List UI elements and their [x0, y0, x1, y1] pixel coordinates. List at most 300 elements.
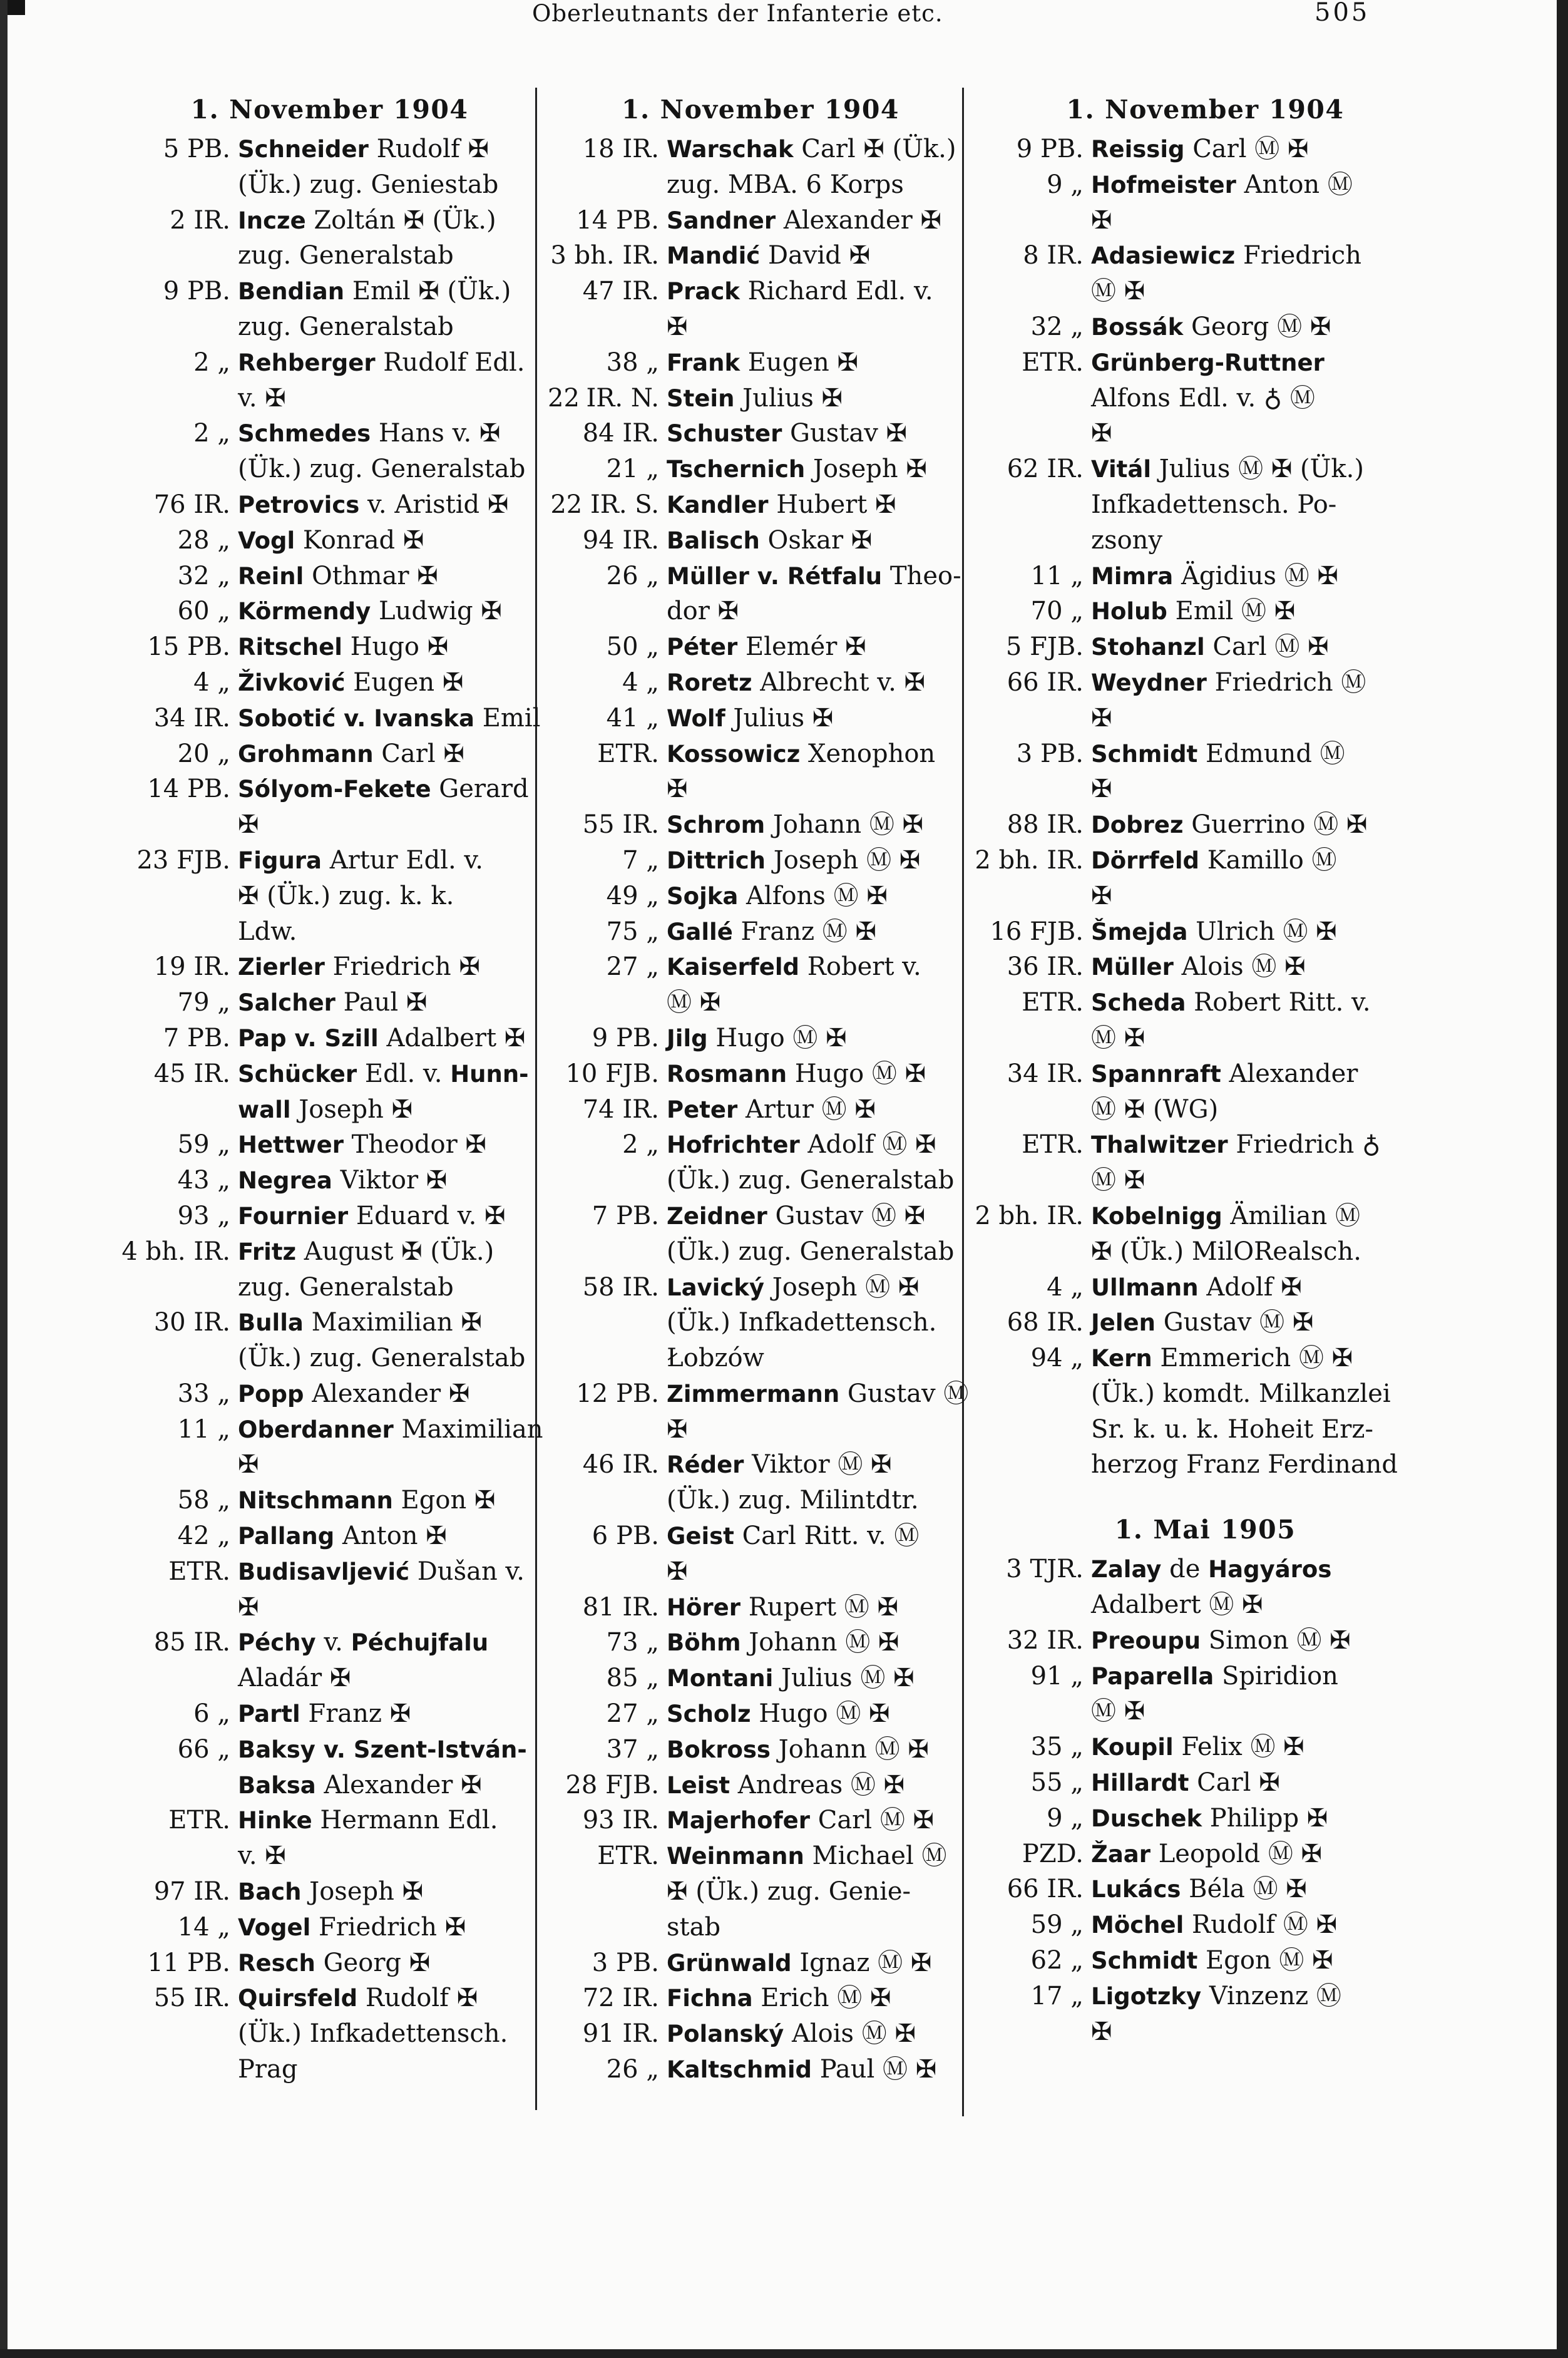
officer-text: Figura Artur Edl. v.	[238, 845, 483, 875]
roster-entry	[972, 1305, 1423, 1341]
unit-label: 22 IR. S.	[550, 490, 659, 519]
unit-label: 32 „	[1030, 312, 1084, 341]
officer-text: Kaltschmid Paul Ⓜ ✠	[667, 2055, 937, 2084]
officer-text: ✠	[667, 1557, 688, 1586]
unit-label: ETR.	[160, 1806, 230, 1835]
officer-text: Ligotzky Vinzenz Ⓜ	[1091, 1981, 1341, 2010]
officer-text: ✠	[1091, 205, 1112, 235]
unit-label	[972, 1234, 1091, 1270]
roster-entry	[972, 1341, 1423, 1376]
officer-text: Vogel Friedrich ✠	[238, 1912, 466, 1942]
roster-entry	[548, 1768, 958, 1803]
officer-text: Weinmann Michael Ⓜ	[667, 1841, 947, 1871]
roster-entry	[972, 914, 1423, 950]
officer-text: Lavický Joseph Ⓜ ✠	[667, 1272, 920, 1302]
unit-label: 59 „	[1030, 1910, 1084, 1940]
unit-label: 84 IR.	[582, 419, 659, 448]
unit-label	[119, 807, 238, 843]
officer-text: Prag	[238, 2055, 298, 2084]
officer-text: Łobzów	[667, 1344, 764, 1373]
officer-text: zug. Generalstab	[238, 241, 454, 270]
officer-text: Hofmeister Anton Ⓜ	[1091, 170, 1353, 199]
officer-text: (Ük.) zug. Generalstab	[238, 1344, 526, 1373]
unit-label: 35 „	[1030, 1732, 1084, 1762]
unit-label: 32 „	[177, 561, 230, 590]
unit-label	[972, 1447, 1091, 1483]
roster-entry	[548, 1198, 958, 1234]
officer-text: Hörer Rupert Ⓜ ✠	[667, 1592, 898, 1622]
officer-text: Hofrichter Adolf Ⓜ ✠	[667, 1130, 936, 1160]
unit-label	[119, 309, 238, 345]
roster-entry-continuation	[548, 167, 958, 203]
unit-label: 11 „	[177, 1414, 230, 1444]
roster-entry	[548, 1021, 958, 1056]
roster-entry	[119, 1376, 525, 1412]
officer-text: Zimmermann Gustav Ⓜ	[667, 1379, 969, 1408]
unit-label	[119, 2016, 238, 2052]
unit-label	[972, 1587, 1091, 1623]
unit-label: 55 IR.	[582, 810, 659, 840]
officer-text: Fournier Eduard v. ✠	[238, 1201, 506, 1230]
roster-entry-continuation	[548, 1163, 958, 1198]
roster-entry	[119, 1732, 525, 1768]
roster-entry	[972, 451, 1423, 487]
unit-label: ETR.	[589, 739, 659, 768]
roster-entry	[548, 949, 958, 985]
officer-text: Frank Eugen ✠	[667, 348, 859, 377]
roster-entry-continuation	[972, 1163, 1423, 1198]
officer-text: Ritschel Hugo ✠	[238, 632, 449, 662]
unit-label	[972, 701, 1091, 736]
officer-text: Spannraft Alexander	[1091, 1059, 1358, 1088]
roster-entry	[548, 807, 958, 843]
officer-text: Ⓜ ✠	[667, 988, 721, 1017]
roster-entry-continuation	[972, 416, 1423, 451]
roster-entry	[548, 131, 958, 167]
roster-entry-continuation	[119, 309, 525, 345]
roster-entry	[548, 1660, 958, 1696]
scan-edge-left	[0, 0, 8, 2358]
unit-label: 21 „	[606, 455, 659, 484]
unit-label: 5 PB.	[163, 135, 230, 163]
officer-text: ✠ (Ük.) MilORealsch.	[1091, 1237, 1361, 1266]
unit-label: 27 „	[606, 1699, 659, 1729]
officer-text: Reinl Othmar ✠	[238, 561, 438, 590]
officer-text: zug. Generalstab	[238, 312, 454, 341]
officer-text: Sobotić v. Ivanska Emil	[238, 703, 541, 733]
roster-entry	[119, 629, 525, 665]
roster-entry-continuation	[972, 1447, 1423, 1483]
unit-label	[119, 1447, 238, 1483]
unit-label: 14 PB.	[147, 775, 230, 804]
roster-entry	[972, 167, 1423, 203]
roster-entry	[548, 203, 958, 239]
officer-text: Prack Richard Edl. v.	[667, 277, 933, 306]
unit-label: 3 PB.	[1016, 739, 1084, 768]
roster-entry-continuation	[972, 1412, 1423, 1448]
roster-entry	[972, 1056, 1423, 1092]
officer-text: Salcher Paul ✠	[238, 988, 428, 1017]
unit-label	[972, 1021, 1091, 1056]
roster-entry	[548, 381, 958, 416]
unit-label: 37 „	[606, 1734, 659, 1764]
roster-entry	[119, 345, 525, 381]
roster-entry-continuation	[548, 1305, 958, 1341]
unit-label: 33 „	[177, 1379, 230, 1408]
unit-label: 66 IR.	[1007, 1875, 1084, 1904]
unit-label	[548, 1412, 667, 1448]
unit-label: 27 „	[606, 952, 659, 982]
unit-label: 9 „	[1047, 170, 1084, 199]
unit-label: 9 PB.	[1016, 135, 1084, 163]
roster-entry	[119, 1412, 543, 1448]
roster-entry	[119, 665, 525, 701]
unit-label	[119, 1092, 238, 1128]
unit-label: 47 IR.	[582, 277, 659, 306]
unit-label: ETR.	[160, 1557, 230, 1586]
officer-text: Ⓜ ✠	[1091, 1023, 1145, 1053]
officer-text: Warschak Carl ✠ (Ük.)	[667, 135, 956, 163]
roster-entry	[972, 1871, 1423, 1907]
roster-entry	[548, 2016, 958, 2052]
roster-entry-continuation	[972, 771, 1423, 807]
roster-entry-continuation	[972, 1021, 1423, 1056]
unit-label: 4 „	[622, 667, 659, 697]
officer-text: ✠	[1091, 703, 1112, 733]
officer-text: Bulla Maximilian ✠	[238, 1308, 482, 1337]
officer-text: (Ük.) Infkadettensch.	[238, 2019, 508, 2049]
officer-text: (Ük.) komdt. Milkanzlei	[1091, 1379, 1391, 1408]
unit-label: 79 „	[177, 988, 230, 1017]
unit-label	[119, 2052, 238, 2088]
officer-text: Möchel Rudolf Ⓜ ✠	[1091, 1910, 1338, 1940]
unit-label: 94 „	[1030, 1344, 1084, 1373]
unit-label: 60 „	[177, 597, 230, 626]
roster-entry-continuation	[972, 203, 1423, 239]
officer-text: Incze Zoltán ✠ (Ük.)	[238, 205, 496, 235]
roster-entry	[972, 345, 1423, 381]
officer-text: Adasiewicz Friedrich	[1091, 241, 1361, 270]
roster-entry	[548, 559, 961, 594]
roster-entry	[548, 2052, 958, 2088]
unit-label: 14 PB.	[576, 205, 659, 235]
officer-text: Petrovics v. Aristid ✠	[238, 490, 509, 519]
column-right	[972, 88, 1423, 2049]
officer-text: Adalbert Ⓜ ✠	[1091, 1590, 1263, 1620]
unit-label	[119, 914, 238, 950]
officer-text: Zeidner Gustav Ⓜ ✠	[667, 1201, 926, 1230]
unit-label: 91 IR.	[582, 2019, 659, 2049]
roster-entry	[548, 1625, 958, 1660]
roster-entry	[972, 665, 1423, 701]
officer-text: Grohmann Carl ✠	[238, 739, 464, 768]
roster-entry	[548, 701, 958, 736]
unit-label	[548, 594, 667, 629]
unit-label	[119, 1838, 238, 1874]
unit-label: 7 „	[622, 845, 659, 875]
officer-text: ✠	[1091, 775, 1112, 804]
roster-entry	[972, 629, 1423, 665]
roster-entry	[548, 345, 958, 381]
officer-text: ✠	[667, 775, 688, 804]
officer-text: Schuster Gustav ✠	[667, 419, 908, 448]
officer-text: zug. Generalstab	[238, 1272, 454, 1302]
officer-text: Schneider Rudolf ✠	[238, 135, 489, 163]
unit-label: 43 „	[177, 1166, 230, 1195]
officer-text: Stohanzl Carl Ⓜ ✠	[1091, 632, 1329, 662]
roster-entry	[972, 238, 1423, 274]
roster-entry-continuation	[119, 451, 525, 487]
officer-text: Alfons Edl. v. ♁ Ⓜ	[1091, 383, 1315, 413]
roster-entry-continuation	[119, 1838, 525, 1874]
roster-entry	[119, 523, 525, 559]
officer-text: Körmendy Ludwig ✠	[238, 597, 502, 626]
unit-label: 75 „	[606, 917, 659, 946]
officer-text: Pallang Anton ✠	[238, 1521, 447, 1551]
officer-text: v. ✠	[238, 1841, 286, 1871]
officer-text: Ⓜ ✠ (WG)	[1091, 1094, 1219, 1124]
roster-entry-continuation	[548, 1483, 958, 1518]
scan-edge-bottom	[0, 2349, 1568, 2358]
officer-text: Bendian Emil ✠ (Ük.)	[238, 277, 511, 306]
officer-text: dor ✠	[667, 597, 739, 626]
roster-entry	[972, 559, 1423, 594]
unit-label	[548, 309, 667, 345]
officer-text: Müller Alois Ⓜ ✠	[1091, 952, 1306, 982]
officer-text: Zierler Friedrich ✠	[238, 952, 480, 982]
unit-label: 59 „	[177, 1130, 230, 1160]
roster-entry	[548, 1838, 958, 1874]
unit-label: 9 PB.	[592, 1023, 659, 1053]
section-date-heading: 1. November 1904	[190, 95, 469, 125]
roster-entry	[548, 629, 958, 665]
unit-label: 58 IR.	[582, 1272, 659, 1302]
unit-label: 2 bh. IR.	[975, 845, 1084, 875]
unit-label: 45 IR.	[153, 1059, 230, 1088]
officer-text: Scheda Robert Ritt. v.	[1091, 988, 1371, 1017]
officer-text: ✠	[667, 1414, 688, 1444]
roster-entry	[548, 1803, 958, 1838]
officer-text: wall Joseph ✠	[238, 1094, 413, 1124]
officer-text: Ldw.	[238, 917, 297, 946]
unit-label: 9 PB.	[163, 277, 230, 306]
officer-text: Péter Elemér ✠	[667, 632, 866, 662]
officer-text: Quirsfeld Rudolf ✠	[238, 1984, 478, 2013]
roster-entry-continuation	[119, 1590, 525, 1625]
roster-entry	[548, 1945, 958, 1981]
roster-entry	[119, 771, 529, 807]
unit-label: 7 PB.	[163, 1023, 230, 1053]
officer-text: Kossowicz Xenophon	[667, 739, 936, 768]
roster-entry-continuation	[972, 1092, 1423, 1128]
roster-entry	[972, 1836, 1423, 1872]
roster-entry	[548, 487, 958, 523]
officer-text: Polanský Alois Ⓜ ✠	[667, 2019, 916, 2049]
roster-entry-continuation	[972, 878, 1423, 914]
officer-text: Schmidt Egon Ⓜ ✠	[1091, 1946, 1333, 1975]
roster-entry	[548, 914, 958, 950]
officer-text: Thalwitzer Friedrich ♁	[1091, 1130, 1381, 1160]
roster-entry	[548, 1270, 958, 1305]
unit-label: 7 PB.	[592, 1201, 659, 1230]
officer-text: Lukács Béla Ⓜ ✠	[1091, 1875, 1307, 1904]
unit-label	[972, 2014, 1091, 2050]
officer-text: Geist Carl Ritt. v. Ⓜ	[667, 1521, 920, 1551]
unit-label: 50 „	[606, 632, 659, 662]
unit-label: 15 PB.	[147, 632, 230, 662]
officer-text: ✠ (Ük.) zug. Genie-	[667, 1877, 911, 1907]
roster-entry	[119, 1056, 529, 1092]
unit-label: 2 bh. IR.	[975, 1201, 1084, 1230]
officer-text: Roretz Albrecht v. ✠	[667, 667, 926, 697]
unit-label: 19 IR.	[153, 952, 230, 982]
unit-label	[972, 878, 1091, 914]
roster-entry-continuation	[548, 309, 958, 345]
roster-entry	[548, 1732, 958, 1768]
roster-entry	[548, 523, 958, 559]
officer-text: Schrom Johann Ⓜ ✠	[667, 810, 924, 840]
officer-text: stab	[667, 1912, 721, 1942]
unit-label: 73 „	[606, 1628, 659, 1657]
unit-label: 5 FJB.	[1005, 632, 1084, 662]
officer-text: herzog Franz Ferdinand	[1091, 1450, 1398, 1480]
unit-label: 11 „	[1030, 561, 1084, 590]
roster-entry	[972, 1765, 1423, 1801]
officer-text: Tschernich Joseph ✠	[667, 455, 927, 484]
unit-label: 14 „	[177, 1912, 230, 1942]
officer-text: Rehberger Rudolf Edl.	[238, 348, 525, 377]
unit-label	[972, 1376, 1091, 1412]
roster-entry	[119, 1198, 525, 1234]
roster-entry	[119, 559, 525, 594]
unit-label	[972, 203, 1091, 239]
roster-entry	[119, 1803, 525, 1838]
unit-label: 76 IR.	[153, 490, 230, 519]
roster-entry-continuation	[972, 274, 1423, 309]
roster-entry	[972, 1907, 1423, 1943]
unit-label	[548, 1910, 667, 1945]
officer-text: ✠	[238, 1450, 259, 1480]
roster-entry	[548, 1447, 958, 1483]
page-number: 505	[1314, 0, 1370, 27]
roster-entry-continuation	[119, 807, 525, 843]
officer-text: Kaiserfeld Robert v.	[667, 952, 921, 982]
roster-entry	[972, 131, 1423, 167]
officer-text: Peter Artur Ⓜ ✠	[667, 1094, 876, 1124]
officer-text: Ⓜ ✠	[1091, 1697, 1145, 1726]
unit-label: 6 „	[193, 1699, 230, 1729]
unit-label: PZD.	[1014, 1839, 1084, 1868]
unit-label	[119, 167, 238, 203]
unit-label	[972, 1694, 1091, 1729]
roster-entry	[119, 203, 525, 239]
officer-text: Scholz Hugo Ⓜ ✠	[667, 1699, 890, 1729]
unit-label: 34 IR.	[1007, 1059, 1084, 1088]
roster-entry	[548, 736, 958, 772]
roster-entry-continuation	[548, 1554, 958, 1590]
roster-entry-continuation	[119, 1660, 525, 1696]
officer-text: Preoupu Simon Ⓜ ✠	[1091, 1625, 1351, 1655]
officer-text: Hinke Hermann Edl.	[238, 1806, 498, 1835]
officer-text: Müller v. Rétfalu Theo-	[667, 561, 961, 590]
officer-text: Pap v. Szill Adalbert ✠	[238, 1023, 526, 1053]
unit-label: 85 IR.	[153, 1628, 230, 1657]
column-left	[119, 88, 543, 2088]
unit-label	[119, 1768, 238, 1803]
officer-text: Popp Alexander ✠	[238, 1379, 470, 1408]
column-rule	[962, 88, 964, 2116]
roster-entry-continuation	[119, 878, 525, 914]
unit-label: 68 IR.	[1007, 1308, 1084, 1337]
officer-text: Ⓜ ✠	[1091, 277, 1145, 306]
roster-entry	[972, 1943, 1423, 1979]
officer-text: Nitschmann Egon ✠	[238, 1486, 496, 1515]
officer-text: Mimra Ägidius Ⓜ ✠	[1091, 561, 1338, 590]
roster-entry	[119, 736, 525, 772]
officer-text: Zalay de Hagyáros	[1091, 1555, 1332, 1584]
roster-entry-continuation	[119, 1092, 525, 1128]
roster-entry-continuation	[119, 2052, 525, 2088]
unit-label: ETR.	[1013, 348, 1084, 377]
unit-label	[119, 451, 238, 487]
roster-entry-continuation	[119, 381, 525, 416]
unit-label: 72 IR.	[582, 1984, 659, 2013]
officer-text: Wolf Julius ✠	[667, 703, 834, 733]
roster-entry-continuation	[548, 1412, 958, 1448]
unit-label	[548, 1305, 667, 1341]
officer-text: Sr. k. u. k. Hoheit Erz-	[1091, 1414, 1373, 1444]
roster-entry-continuation	[972, 701, 1423, 736]
officer-text: Jelen Gustav Ⓜ ✠	[1091, 1308, 1314, 1337]
unit-label: 66 „	[177, 1734, 230, 1764]
officer-text: Dörrfeld Kamillo Ⓜ	[1091, 845, 1337, 875]
unit-label	[119, 1590, 238, 1625]
unit-label: 6 PB.	[592, 1521, 659, 1551]
unit-label	[972, 1092, 1091, 1128]
roster-entry-continuation	[119, 1768, 525, 1803]
roster-entry	[119, 1483, 525, 1518]
officer-text: Rosmann Hugo Ⓜ ✠	[667, 1059, 926, 1088]
roster-entry	[548, 1590, 958, 1625]
unit-label: 2 „	[193, 348, 230, 377]
officer-text: Resch Georg ✠	[238, 1948, 431, 1977]
roster-entry-continuation	[972, 1694, 1423, 1729]
officer-text: ✠	[238, 810, 259, 840]
unit-label	[972, 381, 1091, 416]
officer-text: Hettwer Theodor ✠	[238, 1130, 486, 1160]
unit-label	[119, 238, 238, 274]
unit-label	[972, 274, 1091, 309]
unit-label	[972, 523, 1091, 559]
roster-entry	[119, 1910, 525, 1945]
officer-text: Kobelnigg Ämilian Ⓜ	[1091, 1201, 1360, 1230]
unit-label: 62 IR.	[1007, 455, 1084, 484]
unit-label: 93 IR.	[582, 1806, 659, 1835]
roster-entry-continuation	[548, 1910, 958, 1945]
officer-text: Sojka Alfons Ⓜ ✠	[667, 881, 888, 910]
unit-label	[119, 1341, 238, 1376]
unit-label	[548, 167, 667, 203]
unit-label: 26 „	[606, 2055, 659, 2084]
officer-text: Réder Viktor Ⓜ ✠	[667, 1450, 892, 1480]
unit-label: ETR.	[1013, 988, 1084, 1017]
roster-entry	[119, 1945, 525, 1981]
unit-label	[119, 878, 238, 914]
unit-label	[972, 1163, 1091, 1198]
unit-label: 23 FJB.	[136, 845, 230, 875]
roster-entry	[119, 1696, 525, 1732]
scan-edge-right	[1557, 0, 1568, 2358]
